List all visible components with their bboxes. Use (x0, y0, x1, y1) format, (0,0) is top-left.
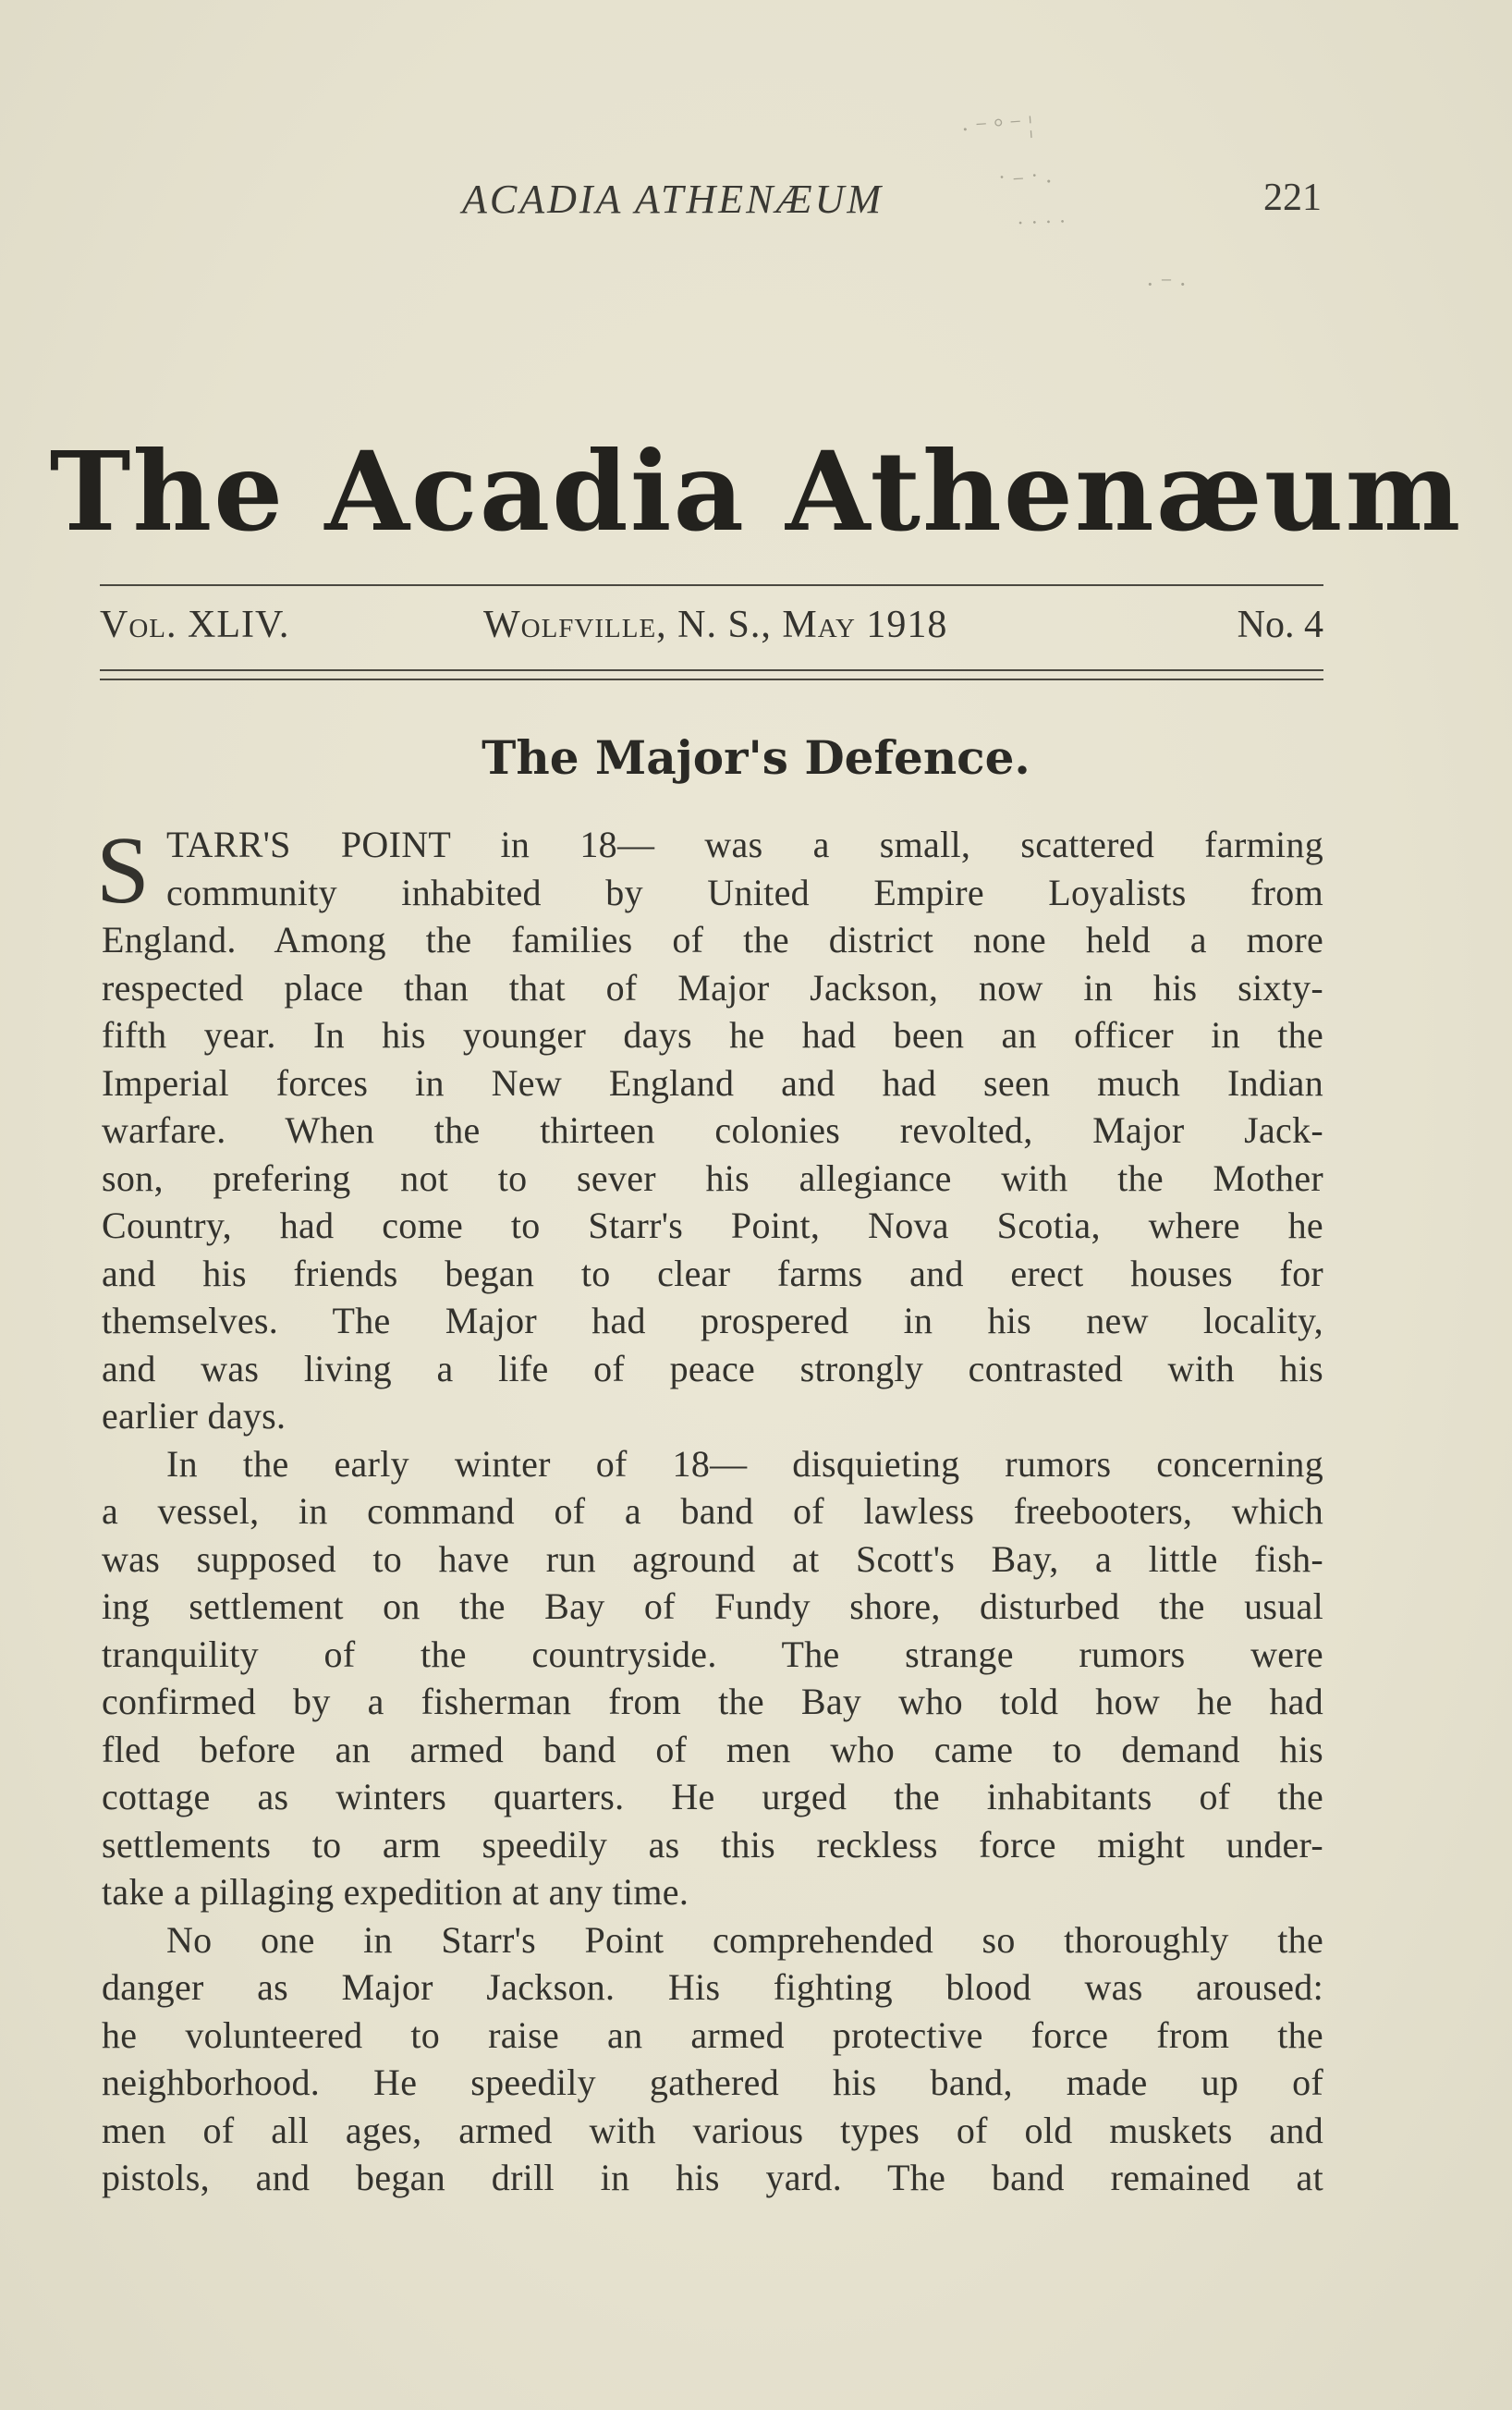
issue-volume: Vol. XLIV. (100, 604, 290, 646)
issue-number: No. 4 (1237, 604, 1323, 646)
text-line: community inhabited by United Empire Loyalists from (166, 871, 1323, 913)
text-line: neighborhood. He speedily gathered his band, made up of (102, 2061, 1323, 2103)
masthead-title: The Acadia Athenæum (49, 427, 1463, 556)
text-line: men of all ages, armed with various types of old muskets and (102, 2109, 1323, 2151)
library-stamp-mark: · ⁻ ° ⁻ ¦ ˙ ⁻ ˙ · ˙ ˙ ˙ ˙ · ⁻ · (960, 111, 1188, 298)
text-line: settlements to arm speedily as this reckless force might under- (102, 1823, 1323, 1866)
text-line: fifth year. In his younger days he had been an officer in the (102, 1014, 1323, 1056)
text-line: pistols, and began drill in his yard. The band remained at (102, 2157, 1323, 2198)
issue-place-date: Wolfville, N. S., May 1918 (483, 604, 948, 646)
text-line: No one in Starr's Point comprehended so thoroughly the (166, 1918, 1323, 1961)
article-title: The Major's Defence. (482, 730, 1030, 785)
text-line: ing settlement on the Bay of Fundy shore, disturbed the usual (102, 1585, 1323, 1627)
text-line: Country, had come to Starr's Point, Nova Scotia, where he (102, 1205, 1323, 1246)
text-line: he volunteered to raise an armed protective force from the (102, 2013, 1323, 2056)
drop-cap: S (96, 817, 150, 924)
running-head (462, 176, 1322, 231)
text-line: England. Among the families of the district none held a more (102, 919, 1323, 960)
issue-line (100, 603, 1323, 654)
text-line: warfare. When the thirteen colonies revolted, Major Jack- (102, 1109, 1323, 1151)
running-title: ACADIA ATHENÆUM (462, 177, 884, 222)
text-line: themselves. The Major had prospered in his new locality, (102, 1300, 1323, 1341)
text-line: tranquility of the countryside. The strange rumors were (102, 1633, 1323, 1675)
text-line: was supposed to have run aground at Scott's Bay, a little fish- (102, 1537, 1323, 1580)
text-line: son, prefering not to sever his allegiance with the Mother (102, 1156, 1323, 1199)
text-line: TARR'S POINT in 18— was a small, scattered farming (166, 824, 1323, 865)
masthead-rule-bottom-2 (100, 679, 1323, 680)
text-line: earlier days. (102, 1395, 287, 1437)
masthead-rule-bottom-1 (100, 669, 1323, 671)
article-body (96, 817, 1323, 2202)
text-line: confirmed by a fisherman from the Bay who told how he had (102, 1681, 1323, 1722)
text-line: a vessel, in command of a band of lawless freebooters, which (102, 1490, 1323, 1532)
text-line: respected place than that of Major Jackson, now in his sixty- (102, 966, 1323, 1009)
text-line: take a pillaging expedition at any time. (102, 1871, 689, 1913)
text-line: fled before an armed band of men who came to demand his (102, 1728, 1323, 1770)
text-line: In the early winter of 18— disquieting rumors concerning (166, 1442, 1323, 1485)
page-number: 221 (1263, 177, 1322, 219)
text-line: danger as Major Jackson. His fighting blood was aroused: (102, 1966, 1323, 2008)
text-line: and was living a life of peace strongly contrasted with his (102, 1347, 1323, 1389)
text-line: Imperial forces in New England and had seen much Indian (102, 1061, 1323, 1104)
masthead-rule-top (100, 584, 1323, 586)
text-line: cottage as winters quarters. He urged the inhabitants of the (102, 1776, 1323, 1817)
text-line: and his friends began to clear farms and erect houses for (102, 1252, 1323, 1294)
